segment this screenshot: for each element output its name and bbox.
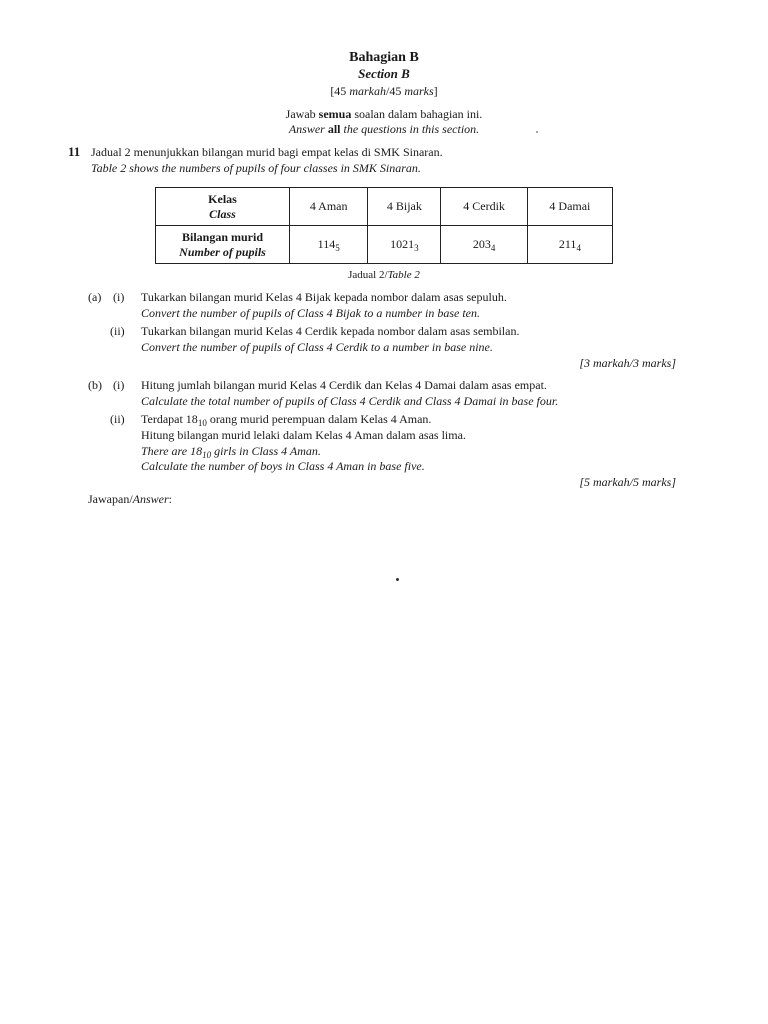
pupil-count-cell: $114_5$: [290, 226, 368, 264]
part-a-label: (a): [88, 290, 102, 304]
header-label-en: Class: [209, 206, 236, 221]
scan-dot: [396, 578, 399, 581]
class-name-cell: 4 Bijak: [368, 188, 441, 226]
question-intro-en: Table 2 shows the numbers of pupils of four classes in SMK Sinaran.: [91, 161, 421, 175]
instruction-en: Answer all the questions in this section.: [288, 122, 480, 136]
pupils-table: [155, 187, 613, 264]
table-row: [156, 226, 613, 264]
question-intro-ms: Jadual 2 menunjukkan bilangan murid bagi empat kelas di SMK Sinaran.: [91, 145, 443, 159]
part-a-i-text-ms: Tukarkan bilangan murid Kelas 4 Bijak kepada nombor dalam asas sepuluh.: [141, 290, 507, 304]
row-label-ms: Bilangan murid: [181, 229, 264, 244]
question-number: 11: [68, 144, 81, 159]
part-a-ii-label: (ii): [110, 324, 125, 338]
class-name-cell: 4 Damai: [527, 188, 612, 226]
pupil-count-cell: $203_4$: [441, 226, 527, 264]
part-b-ii-text-ms: Terdapat $18_{10}$ orang murid perempuan dalam Kelas 4 Aman.: [141, 412, 432, 428]
table-caption: Jadual 2/Table 2: [348, 269, 420, 281]
class-name-cell: 4 Aman: [290, 188, 368, 226]
section-marks: [45 markah/45 marks]: [330, 84, 438, 98]
part-a-marks: [3 markah/3 marks]: [579, 356, 676, 370]
answer-label: Jawapan/Answer:: [88, 492, 172, 506]
part-b-i-text-ms: Hitung jumlah bilangan murid Kelas 4 Cerdik dan Kelas 4 Damai dalam asas empat.: [141, 378, 547, 392]
part-a-i-label: (i): [113, 290, 125, 304]
section-title: Bahagian B: [349, 50, 419, 65]
part-a-ii-text-ms: Tukarkan bilangan murid Kelas 4 Cerdik kepada nombor dalam asas sembilan.: [141, 324, 520, 338]
pupil-count-cell: $1021_3$: [368, 226, 441, 264]
part-b-ii-text-en: There are $18_{10}$ girls in Class 4 Aman.: [141, 444, 321, 460]
table-row: [156, 188, 613, 226]
part-b-ii-text-ms-2: Hitung bilangan murid lelaki dalam Kelas 4 Aman dalam asas lima.: [141, 428, 466, 442]
pupil-count-cell: $211_4$: [527, 226, 612, 264]
header-label-ms: Kelas: [208, 191, 237, 206]
part-b-marks: [5 markah/5 marks]: [579, 475, 676, 489]
part-a-i-text-en: Convert the number of pupils of Class 4 Bijak to a number in base ten.: [141, 306, 480, 320]
table-row-label-cell: [156, 226, 290, 264]
part-b-i-label: (i): [113, 378, 125, 392]
class-name-cell: 4 Cerdik: [441, 188, 527, 226]
section-subtitle: Section B: [358, 66, 410, 81]
part-b-ii-text-en-2: Calculate the number of boys in Class 4 Aman in base five.: [141, 459, 425, 473]
table-header-cell: [156, 188, 290, 226]
part-b-i-text-en: Calculate the total number of pupils of Class 4 Cerdik and Class 4 Damai in base four.: [141, 394, 559, 408]
part-b-label: (b): [88, 378, 102, 392]
part-a-ii-text-en: Convert the number of pupils of Class 4 Cerdik to a number in base nine.: [141, 340, 493, 354]
instruction-ms: Jawab semua soalan dalam bahagian ini.: [285, 107, 483, 121]
row-label-en: Number of pupils: [179, 244, 266, 259]
scan-speck: [536, 131, 538, 133]
part-b-ii-label: (ii): [110, 412, 125, 426]
